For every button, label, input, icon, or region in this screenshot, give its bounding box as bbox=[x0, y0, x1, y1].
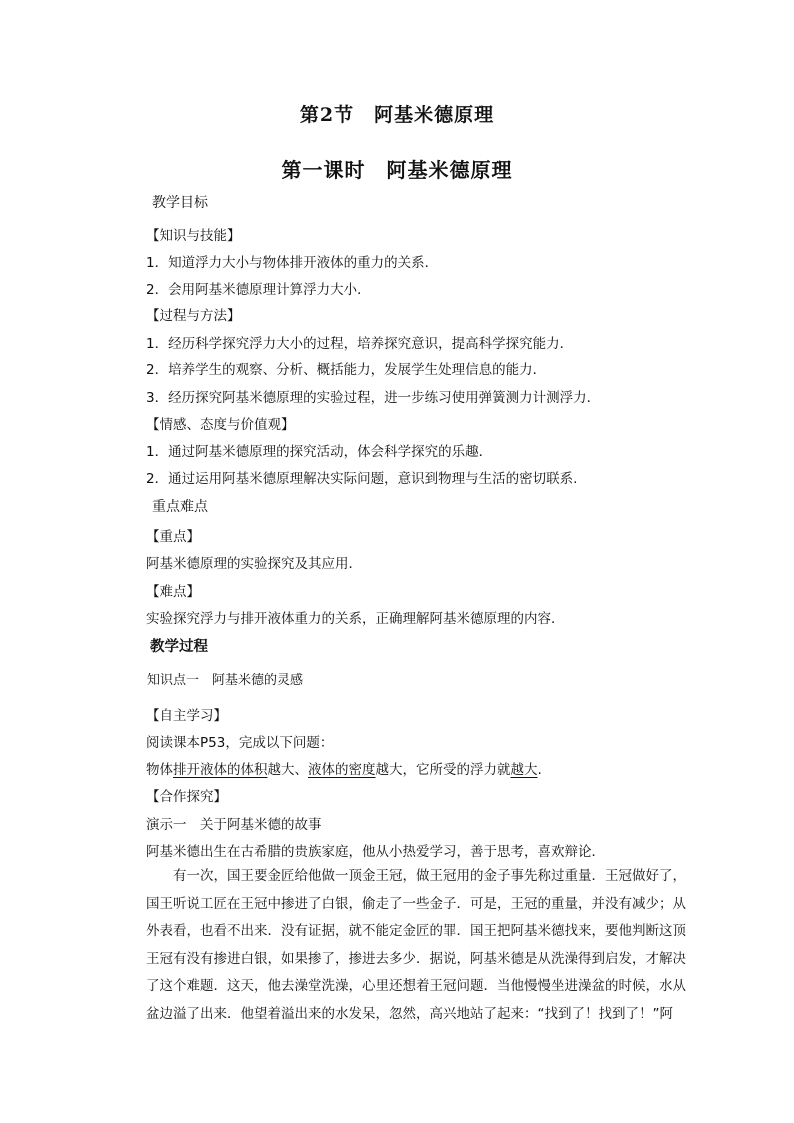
story-paragraph: 有一次，国王要金匠给他做一顶金王冠，做王冠用的金子事先称过重量．王冠做好了，国王听说工匠在王冠中掺进了白银，偷走了一些金子．可是，王冠的重量，并没有减少；从外表看，也看不出来．没有证据，就不能定金匠的罪．国王把阿基米德找来，要他判断这顶王冠有没有掺进白银，如果掺了，掺进去多少．据说，阿基米德是从洗澡得到启发，才解决了这个难题．这天，他去澡堂洗澡，心里还想着王冠问题．当他慢慢坐进澡盆的时候，水从盆边溢了出来．他望着溢出来的水发呆，忽然，高兴地站了起来：“找到了！找到了！”阿 bbox=[146, 868, 686, 1022]
difficulty-text: 实验探究浮力与排开液体重力的关系，正确理解阿基米德原理的内容． bbox=[146, 611, 565, 627]
process-item: 3．经历探究阿基米德原理的实验过程，进一步练习使用弹簧测力计测浮力． bbox=[146, 390, 601, 406]
lesson-title: 第一课时 阿基米德原理 bbox=[281, 158, 513, 182]
blank-sentence bbox=[146, 761, 542, 779]
process-heading: 【过程与方法】 bbox=[146, 308, 241, 324]
knowledge-heading: 【知识与技能】 bbox=[146, 228, 241, 244]
emotion-item: 1．通过阿基米德原理的探究活动，体会科学探究的乐趣． bbox=[146, 444, 493, 460]
focus-text: 阿基米德原理的实验探究及其应用． bbox=[146, 556, 362, 572]
knowledge-point-title: 知识点一 阿基米德的灵感 bbox=[147, 673, 304, 688]
self-study-text: 阅读课本P53，完成以下问题： bbox=[146, 735, 334, 751]
sentence-part: 越大，它所受的浮力就 bbox=[375, 762, 511, 778]
coop-label: 【合作探究】 bbox=[146, 789, 227, 805]
sentence-part: 物体 bbox=[146, 762, 173, 778]
emotion-item: 2．通过运用阿基米德原理解决实际问题，意识到物理与生活的密切联系. bbox=[146, 471, 578, 487]
knowledge-item: 1．知道浮力大小与物体排开液体的重力的关系． bbox=[146, 255, 439, 271]
demo-title: 演示一 关于阿基米德的故事 bbox=[146, 817, 322, 833]
knowledge-item: 2．会用阿基米德原理计算浮力大小． bbox=[146, 282, 371, 298]
focus-label: 【重点】 bbox=[146, 529, 200, 545]
process-item: 2．培养学生的观察、分析、概括能力，发展学生处理信息的能力． bbox=[146, 362, 547, 378]
process-main-heading: 教学过程 bbox=[150, 639, 208, 655]
sentence-part: . bbox=[537, 762, 542, 778]
section-title: 第2节 阿基米德原理 bbox=[299, 104, 495, 126]
goals-heading: 教学目标 bbox=[152, 195, 208, 211]
process-item: 1．经历科学探究浮力大小的过程，培养探究意识，提高科学探究能力． bbox=[146, 336, 574, 352]
answer-blank: 液体的密度 bbox=[308, 762, 376, 778]
key-heading: 重点难点 bbox=[152, 499, 208, 515]
answer-blank: 排开液体的体积 bbox=[173, 762, 268, 778]
story-intro: 阿基米德出生在古希腊的贵族家庭，他从小热爱学习，善于思考，喜欢辩论． bbox=[146, 844, 605, 860]
sentence-part: 越大、 bbox=[267, 762, 308, 778]
emotion-heading: 【情感、态度与价值观】 bbox=[146, 417, 295, 433]
difficulty-label: 【难点】 bbox=[146, 584, 200, 600]
self-study-label: 【自主学习】 bbox=[146, 708, 227, 724]
answer-blank: 越大 bbox=[510, 762, 538, 778]
